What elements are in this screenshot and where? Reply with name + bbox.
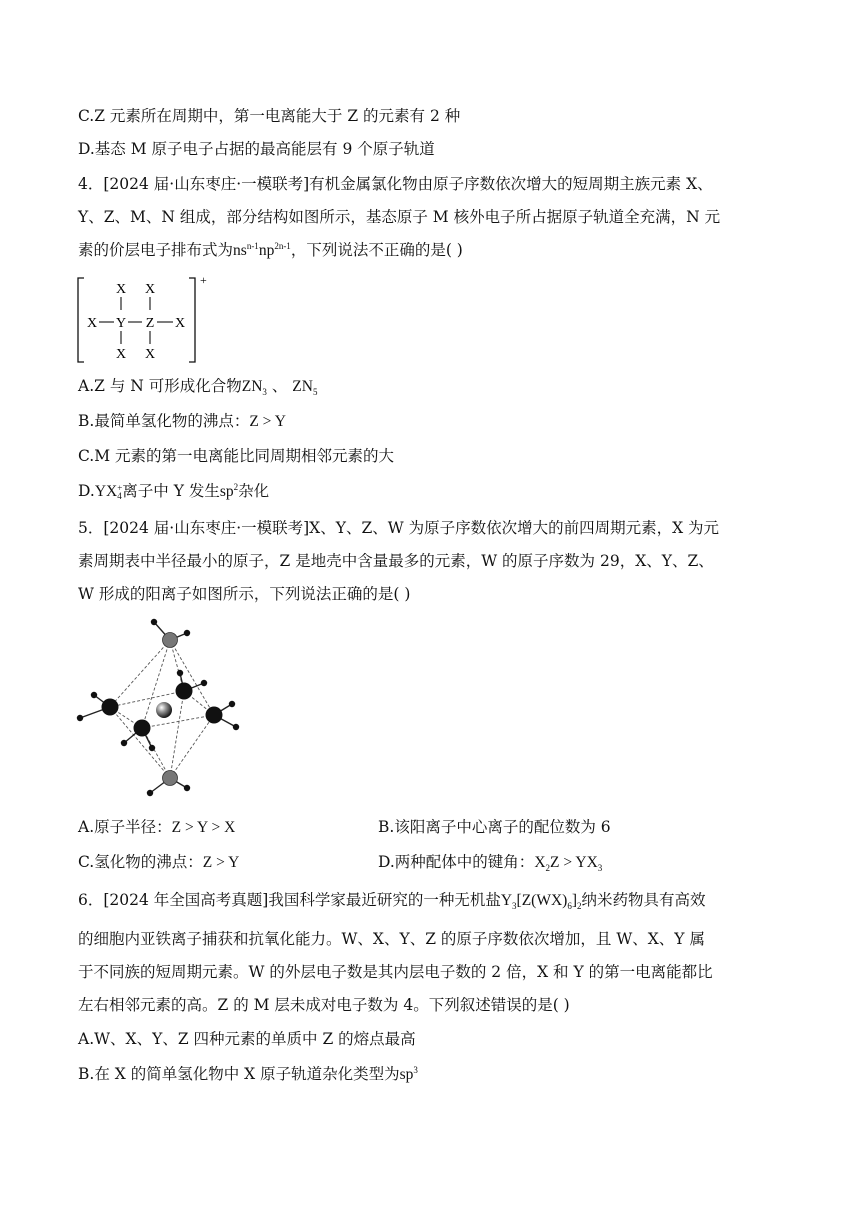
charge-label: +	[200, 276, 207, 287]
formula: Z > Y	[249, 413, 286, 430]
atom-z: Z	[145, 316, 155, 331]
superscript: n-1	[246, 240, 259, 251]
subscript: 3	[597, 863, 603, 874]
q4-option-c: C.M 元素的第一电离能比同周期相邻元素的大	[78, 447, 395, 465]
subscript: 2	[577, 901, 582, 912]
text: Z > YX	[550, 854, 598, 871]
q3-option-d: D.基态 M 原子电子占据的最高能层有 9 个原子轨道	[78, 140, 435, 158]
q5-stem-line-2: 素周期表中半径最小的原子，Z 是地壳中含量最多的元素，W 的原子序数为 29，X、Y、Z、	[78, 552, 714, 570]
text: C.氢化物的沸点：	[78, 853, 203, 871]
subscript: 6	[567, 901, 572, 912]
atom-x-right: X	[174, 316, 186, 331]
q5-option-c	[78, 852, 239, 873]
subscript: 4	[117, 491, 122, 502]
q6-stem-line-2: 的细胞内亚铁离子捕获和抗氧化能力。W、X、Y、Z 的原子序数依次增加，且 W、X、Y 属	[78, 930, 705, 948]
formula-zn3	[241, 378, 267, 398]
q4-option-d	[78, 481, 269, 502]
atom-x-left: X	[86, 316, 98, 331]
text: [Z(WX)	[516, 892, 568, 909]
q4-option-b	[78, 411, 286, 432]
q6-option-b	[78, 1064, 418, 1085]
formula: Z > Y	[202, 854, 240, 871]
q5-option-b: B.该阳离子中心离子的配位数为 6	[378, 818, 611, 836]
q6-stem-line-4: 左右相邻元素的高。Z 的 M 层未成对电子数为 4。下列叙述错误的是( )	[78, 996, 570, 1014]
formula: Z > Y > X	[171, 819, 236, 836]
text: A.原子半径：	[78, 818, 172, 836]
text: B.在 X 的简单氢化物中 X 原子轨道杂化类型为	[78, 1065, 400, 1083]
text: ZN	[241, 378, 263, 395]
formula-bond-angle	[534, 854, 603, 874]
text: 6．[2024 年全国高考真题]我国科学家最近研究的一种无机盐	[78, 891, 501, 909]
text: ZN	[292, 378, 313, 395]
q5-stem-line-1: 5．[2024 届·山东枣庄·一模联考]X、Y、Z、W 为原子序数依次增大的前四周期元素，X 为元	[78, 519, 720, 537]
text: 、	[266, 377, 293, 395]
subscript: 3	[512, 901, 517, 912]
superscript: 3	[413, 1064, 418, 1075]
text: 杂化	[238, 482, 270, 500]
formula-zn5	[292, 378, 318, 398]
atom-y: Y	[115, 316, 127, 331]
formula-sp2	[220, 483, 238, 500]
q4-option-a	[78, 376, 317, 397]
q3-option-c: C.Z 元素所在周期中，第一电离能大于 Z 的元素有 2 种	[78, 107, 461, 125]
text: ]	[571, 892, 577, 909]
ion-structure-diagram	[76, 276, 216, 366]
atom-x-bottom-left: X	[115, 347, 127, 362]
text: A.Z 与 N 可形成化合物	[78, 377, 242, 395]
text: np	[258, 242, 275, 259]
text: B.最简单氢化物的沸点：	[78, 412, 250, 430]
q5-stem-line-3: W 形成的阳离子如图所示，下列说法正确的是( )	[78, 585, 411, 603]
q6-stem-line-3: 于不同族的短周期元素。W 的外层电子数是其内层电子数的 2 倍，X 和 Y 的第一电离能都比	[78, 963, 713, 981]
text: 纳米药物具有高效	[581, 891, 706, 909]
text: sp	[399, 1066, 414, 1083]
q4-stem-line-3	[78, 240, 463, 261]
q4-stem-line-2: Y、Z、M、N 组成，部分结构如图所示，基态原子 M 核外电子所占据原子轨道全充满，N 元	[78, 208, 721, 226]
subscript: 5	[312, 387, 318, 398]
atom-x-top-right: X	[144, 282, 156, 297]
formula-ns	[233, 242, 291, 259]
superscript: +	[117, 483, 123, 494]
q6-option-a: A.W、X、Y、Z 四种元素的单质中 Z 的熔点最高	[78, 1030, 416, 1048]
superscript: 2n-1	[274, 240, 291, 251]
q6-stem-line-1	[78, 890, 706, 911]
text: X	[534, 854, 546, 871]
text: ns	[233, 242, 247, 259]
formula-salt	[500, 892, 582, 912]
subscript: 3	[262, 387, 267, 398]
subscript: 2	[545, 863, 551, 874]
q5-option-d	[378, 852, 602, 873]
text: Y	[500, 892, 513, 909]
text: D.两种配体中的键角：	[378, 853, 535, 871]
text: D.	[78, 482, 95, 500]
q4-stem-line-1: 4．[2024 届·山东枣庄·一模联考]有机金属氯化物由原子序数依次增大的短周期主族元素 X、	[78, 175, 713, 193]
formula-sp3	[400, 1066, 418, 1083]
atom-x-top-left: X	[115, 282, 127, 297]
q5-option-a	[78, 817, 235, 838]
text: sp	[219, 483, 234, 500]
text: 离子中 Y 发生	[122, 482, 220, 500]
atom-x-bottom-right: X	[144, 347, 156, 362]
text: 素的价层电子排布式为	[78, 241, 234, 259]
text: YX	[94, 483, 118, 500]
formula-yx4	[95, 483, 122, 500]
text: ，下列说法不正确的是( )	[290, 241, 463, 259]
cation-ball-stick-model	[72, 615, 252, 805]
superscript: 2	[233, 481, 239, 492]
